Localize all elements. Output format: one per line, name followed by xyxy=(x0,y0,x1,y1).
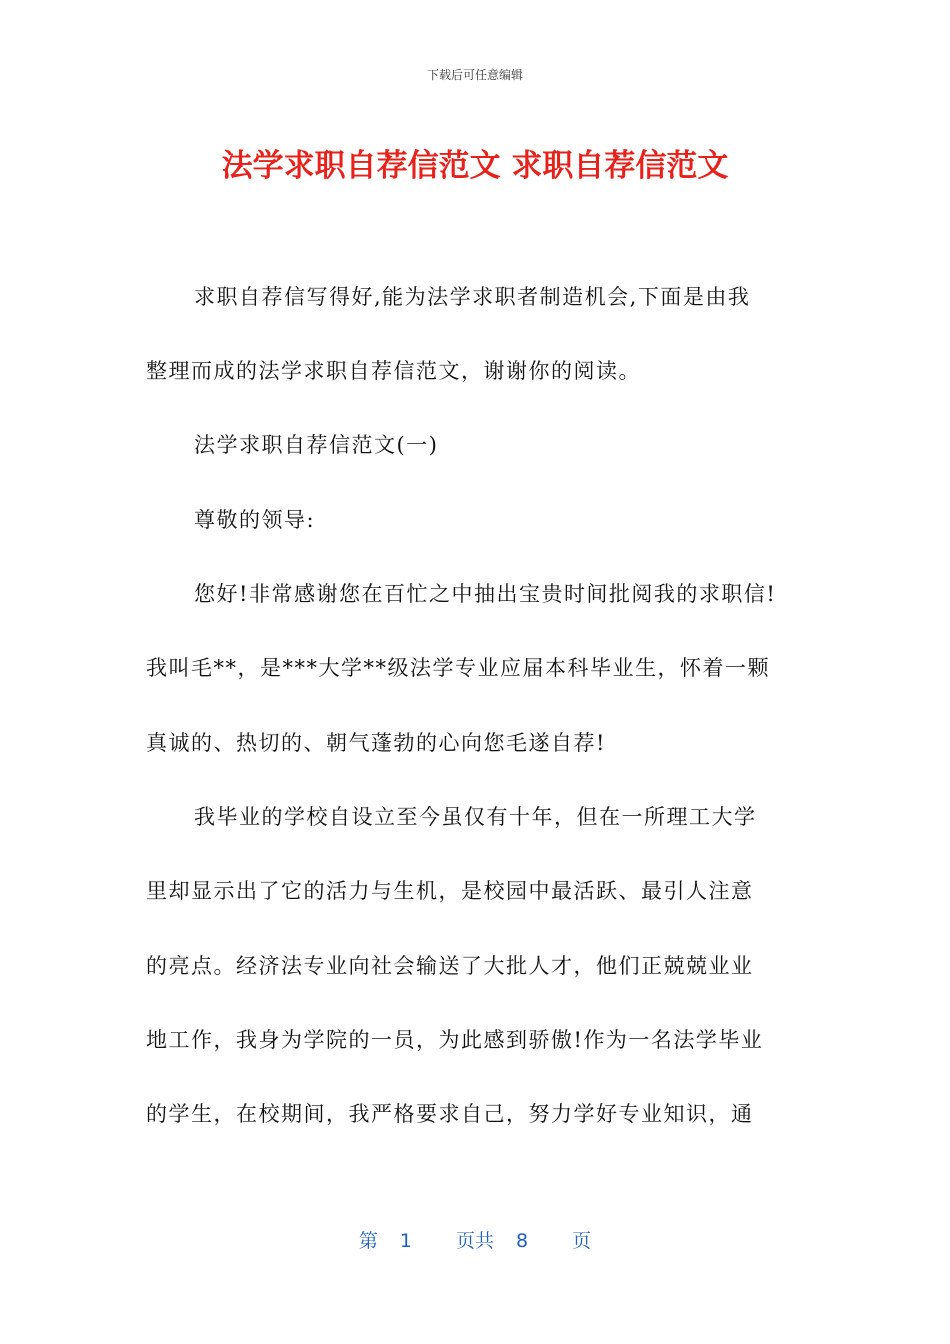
footer-total-pages: 8 xyxy=(516,1230,529,1252)
body-line-2: 整理而成的法学求职自荐信范文，谢谢你的阅读。 xyxy=(146,359,641,383)
section-heading: 法学求职自荐信范文(一) xyxy=(194,433,439,457)
body-line-7: 真诚的、热切的、朝气蓬勃的心向您毛遂自荐! xyxy=(146,731,606,755)
page-footer xyxy=(0,1226,950,1253)
footer-current-page: 1 xyxy=(399,1230,412,1252)
document-title: 法学求职自荐信范文 求职自荐信范文 xyxy=(221,148,729,184)
footer-prefix: 第 xyxy=(358,1230,378,1252)
salutation: 尊敬的领导: xyxy=(194,508,316,532)
footer-middle: 页共 xyxy=(455,1230,494,1252)
body-line-10: 的亮点。经济法专业向社会输送了大批人才，他们正兢兢业业 xyxy=(146,954,754,978)
body-line-9: 里却显示出了它的活力与生机，是校园中最活跃、最引人注意 xyxy=(146,879,754,903)
body-line-11: 地工作，我身为学院的一员，为此感到骄傲!作为一名法学毕业 xyxy=(146,1028,764,1052)
body-line-8: 我毕业的学校自设立至今虽仅有十年，但在一所理工大学 xyxy=(194,805,757,829)
page-header-note: 下载后可任意编辑 xyxy=(426,68,523,82)
body-line-12: 的学生，在校期间，我严格要求自己，努力学好专业知识，通 xyxy=(146,1102,754,1126)
body-line-6: 我叫毛**，是***大学**级法学专业应届本科毕业生，怀着一颗 xyxy=(146,656,770,680)
body-line-1: 求职自荐信写得好,能为法学求职者制造机会,下面是由我 xyxy=(194,285,751,309)
footer-suffix: 页 xyxy=(572,1230,592,1252)
body-line-5: 您好!非常感谢您在百忙之中抽出宝贵时间批阅我的求职信! xyxy=(194,582,777,606)
